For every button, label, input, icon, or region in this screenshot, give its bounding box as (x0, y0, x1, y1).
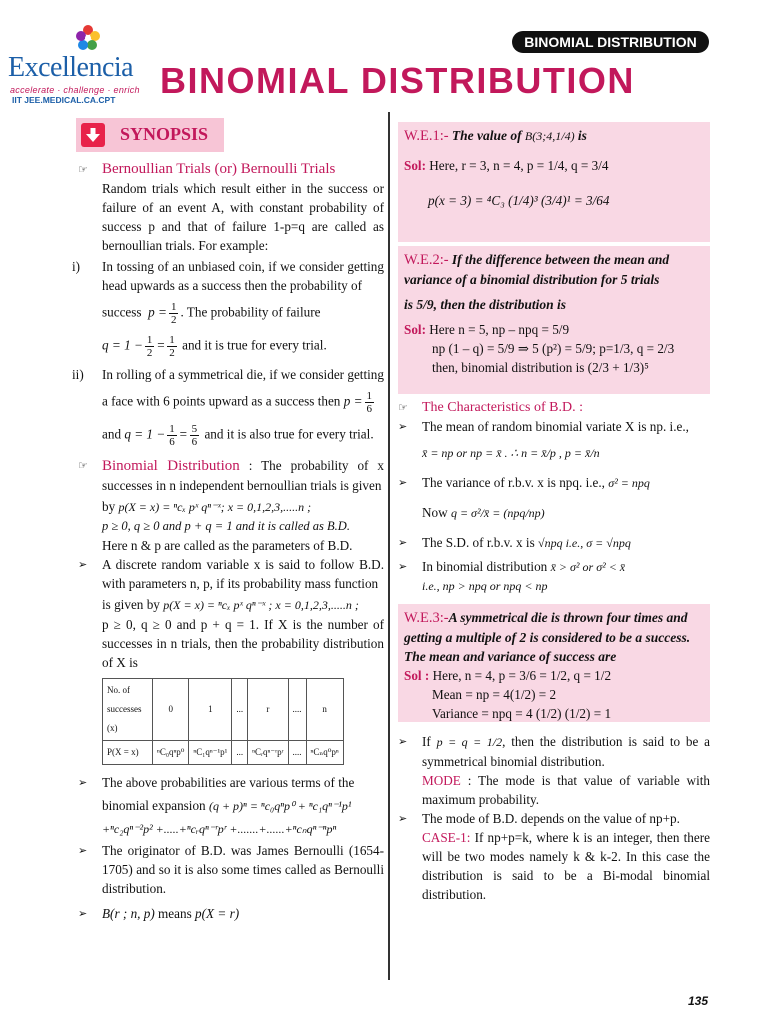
we3-solution-2: Mean = np = 4(1/2) = 2 (432, 687, 557, 702)
terms-section (78, 773, 384, 839)
we1-is: is (577, 128, 587, 143)
means-word: means (158, 906, 192, 921)
table-cell: ⁿC₀qⁿp⁰ (153, 741, 189, 765)
we3-title: W.E.3:- (404, 610, 449, 626)
arrowhead-bullet-icon: ➢ (398, 476, 408, 489)
probability-table (102, 678, 344, 765)
example-2-face-text: a face with 6 points upward as a success then (102, 393, 341, 409)
synopsis-label: SYNOPSIS (120, 124, 209, 144)
mode-text: : The mode is that value of variable with maximum probability. (422, 773, 711, 807)
worked-example-3 (398, 604, 710, 722)
page-number: 135 (688, 994, 709, 1008)
logo-tagline: accelerate · challenge · enrich (10, 85, 140, 95)
table-cell: P(X = x) (103, 741, 153, 765)
arrowhead-bullet-icon: ➢ (78, 907, 88, 920)
worked-example-1 (398, 122, 710, 242)
logo-flower-icon (74, 24, 102, 52)
example-2: ii) In rolling of a symmetrical die, if we consider getting a face with 6 points upward as a success then p = $\frac{1}{6}$ and q = 1 − $\frac{1}{6}$ = $\frac{5}{6}$ and it is also true for every trial. (72, 367, 384, 448)
char-now: Now (422, 505, 448, 520)
down-arrow-icon (81, 123, 105, 147)
char-variance-formula: σ² = npq (608, 476, 650, 490)
right-column (398, 122, 710, 904)
table-cell: .... (288, 741, 306, 765)
logo-subtitle: IIT JEE.MEDICAL.CA.CPT (12, 95, 116, 105)
characteristic-sd (398, 533, 710, 553)
originator-text: The originator of B.D. was James Bernoulli (1654-1705) and so it is also some times called as Bernoulli distribution. (102, 843, 384, 896)
example-2-and: and (102, 426, 122, 442)
we1-sol-label: Sol: (404, 158, 426, 173)
we3-sol-label: Sol : (404, 668, 430, 683)
bd-text: : The probability of x successes in n independent bernoullian trials is given (102, 458, 384, 493)
means-section (78, 904, 384, 923)
char-q-formula: q = σ²/x̄ = (npq/np) (450, 506, 545, 520)
arrowhead-bullet-icon: ➢ (398, 560, 408, 573)
char-mean-formula: x̄ = np or np = x̄ . ∴ n = x̄/p , p = x̄/n (422, 446, 600, 460)
table-cell: r (248, 679, 288, 741)
excellencia-logo (8, 22, 160, 105)
example-1-tag: i) (72, 259, 81, 274)
bd-formula: p(X = x) = ⁿcₓ pˣ qⁿ⁻ˣ; x = 0,1,2,3,.....n ; (118, 500, 312, 514)
means-rhs: p(X = r) (195, 906, 240, 921)
example-1-true-text: and it is true for every trial. (182, 337, 327, 353)
mode-depends-section (398, 809, 710, 904)
example-2-true-text: and it is also true for every trial. (204, 426, 374, 442)
characteristic-inequality (398, 557, 710, 596)
we2-solution-2: np (1 – q) = 5/9 ⇒ 5 (p²) = 5/9; p=1/3, q = 2/3 (432, 341, 675, 356)
we3-solution-3: Variance = npq = 4 (1/2) (1/2) = 1 (432, 706, 612, 721)
arrowhead-bullet-icon: ➢ (398, 735, 408, 748)
example-1: i) In tossing of an unbiased coin, if we consider getting head upwards as a success then the probability of success p = $\frac{1}{2}$ . The probability of failure q = 1 − $\frac{1}{2}$ = $\frac{1}{2}$ and it is true for every trial. (72, 259, 384, 359)
pointing-hand-icon: ☞ (78, 163, 88, 176)
mode-depends-text: The mode of B.D. depends on the value of np+p. (422, 811, 680, 826)
sym-if: If (422, 734, 431, 749)
table-cell: ... (232, 679, 248, 741)
case-label: CASE-1: (422, 830, 471, 845)
table-cell: ... (232, 741, 248, 765)
table-cell: ⁿC₁qⁿ⁻¹p¹ (189, 741, 232, 765)
terms-formula-2: +ⁿc₂qⁿ⁻²p² +.....+ⁿcᵣqⁿ⁻ʳpʳ +.......+......+ⁿcₙqⁿ⁻ⁿpⁿ (102, 822, 337, 836)
char-ineq-text: In binomial distribution (422, 559, 548, 574)
logo-name: Excellencia (8, 52, 134, 83)
table-cell: 0 (153, 679, 189, 741)
symmetric-section (398, 732, 710, 809)
bernoulli-heading: Bernoullian Trials (or) Bernoulli Trials (102, 161, 336, 177)
arrowhead-bullet-icon: ➢ (78, 844, 88, 857)
we2-fraction: 5/9 (416, 297, 434, 312)
chapter-badge: BINOMIAL DISTRIBUTION (512, 31, 709, 53)
we2-then: , then the distribution is (433, 297, 566, 312)
char-ineq-formula: x̄ > σ² or σ² < x̄ (550, 560, 626, 574)
rv-text: A discrete random variable x is said to follow B.D. with parameters n, p, if its probability mass function (102, 557, 384, 591)
table-cell: ⁿCₙq⁰pⁿ (306, 741, 343, 765)
column-divider (388, 112, 390, 980)
left-column (72, 160, 384, 923)
rv-condition: p ≥ 0, q ≥ 0 and p + q = 1. If X is the number of successes in n trials, then the probability distribution of X is (102, 617, 384, 670)
sym-text: , then the distribution is said to be a symmetrical binomial distribution. (422, 734, 711, 769)
table-cell: n (306, 679, 343, 741)
case-text: If np+p=k, where k is an integer, then there will be two modes namely k & k-2. In this case the distribution is said to be a Bi-modal binomial distribution. (422, 830, 710, 902)
we1-calculation: p(x = 3) = ⁴C₃ (1/4)³ (3/4)¹ = 3/64 (428, 193, 610, 208)
table-cell: No. of successes (x) (103, 679, 153, 741)
we1-title: W.E.1:- (404, 128, 449, 144)
means-lhs: B(r ; n, p) (102, 906, 155, 921)
worked-example-2 (398, 246, 710, 394)
originator-section (78, 841, 384, 898)
we2-solution-1: Here n = 5, np – npq = 5/9 (429, 322, 570, 337)
we2-solution-3: then, binomial distribution is (2/3 + 1/3)⁵ (432, 360, 649, 375)
pointing-hand-icon: ☞ (398, 401, 408, 414)
bernoulli-text: Random trials which result either in the success or failure of an event A, with constant probability of success p and that of failure 1-p=q are called as bernoullian trials. For example: (102, 181, 384, 253)
example-2-tag: ii) (72, 367, 84, 382)
we1-question: The value of (451, 128, 522, 143)
pointing-hand-icon: ☞ (78, 459, 88, 472)
arrowhead-bullet-icon: ➢ (398, 812, 408, 825)
characteristic-mean (398, 417, 710, 463)
table-row (103, 679, 344, 741)
bernoulli-section (78, 160, 384, 255)
example-2-text: In rolling of a symmetrical die, if we consider getting (102, 367, 384, 382)
char-sd-text: The S.D. of r.b.v. x is (422, 535, 535, 550)
synopsis-banner (76, 118, 224, 152)
example-1-failure-text: . The probability of failure (180, 304, 321, 320)
terms-label: binomial expansion (102, 798, 206, 813)
char-variance-text: The variance of r.b.v. x is npq. i.e., (422, 475, 605, 490)
we1-expression: B(3;4,1/4) (524, 129, 575, 143)
we3-solution-1: Here, n = 4, p = 3/6 = 1/2, q = 1/2 (432, 668, 612, 683)
terms-text: The above probabilities are various terms of the (102, 775, 355, 790)
table-cell: ⁿCᵣqⁿ⁻ʳpʳ (248, 741, 288, 765)
example-1-success-label: success (102, 304, 142, 320)
binomial-distribution-section (78, 456, 384, 555)
characteristics-heading: The Characteristics of B.D. : (422, 400, 583, 415)
characteristics-section (398, 398, 710, 417)
we2-is: is (404, 297, 414, 312)
bd-condition: p ≥ 0, q ≥ 0 and p + q = 1 and it is called as B.D. (102, 519, 350, 533)
arrowhead-bullet-icon: ➢ (398, 420, 408, 433)
char-ineq-formula-2: i.e., np > npq or npq < np (422, 579, 548, 593)
we1-solution: Here, r = 3, n = 4, p = 1/4, q = 3/4 (429, 158, 609, 173)
rv-given: is given by (102, 597, 160, 612)
char-mean-text: The mean of random binomial variate X is np. i.e., (422, 419, 689, 434)
arrowhead-bullet-icon: ➢ (78, 558, 88, 571)
bd-params: Here n & p are called as the parameters of B.D. (102, 538, 353, 553)
sym-formula: p = q = 1/2 (436, 735, 503, 749)
we2-sol-label: Sol: (404, 322, 426, 337)
arrowhead-bullet-icon: ➢ (78, 776, 88, 789)
bd-heading: Binomial Distribution (102, 458, 240, 474)
rv-formula: p(X = x) = ⁿcₓ pˣ qⁿ⁻ˣ ; x = 0,1,2,3,.....n ; (163, 598, 359, 612)
we2-question: If the difference between the mean and variance of a binomial distribution for 5 trials (404, 252, 670, 287)
table-cell: .... (288, 679, 306, 741)
characteristic-variance (398, 473, 710, 523)
char-sd-formula: √npq i.e., σ = √npq (538, 536, 631, 550)
we3-question: A symmetrical die is thrown four times and getting a multiple of 2 is considered to be a success. The mean and variance of success are (404, 610, 691, 664)
table-row (103, 741, 344, 765)
table-cell: 1 (189, 679, 232, 741)
arrowhead-bullet-icon: ➢ (398, 536, 408, 549)
we2-title: W.E.2:- (404, 252, 449, 268)
page-title: BINOMIAL DISTRIBUTION (160, 60, 635, 101)
example-1-text: In tossing of an unbiased coin, if we consider getting head upwards as a success then the probability of (102, 259, 384, 293)
random-variable-section (78, 555, 384, 672)
bd-by: by (102, 499, 116, 514)
terms-formula-1: (q + p)ⁿ = ⁿc₀qⁿp⁰ + ⁿc₁qⁿ⁻¹p¹ (208, 799, 352, 813)
mode-label: MODE (422, 773, 461, 788)
